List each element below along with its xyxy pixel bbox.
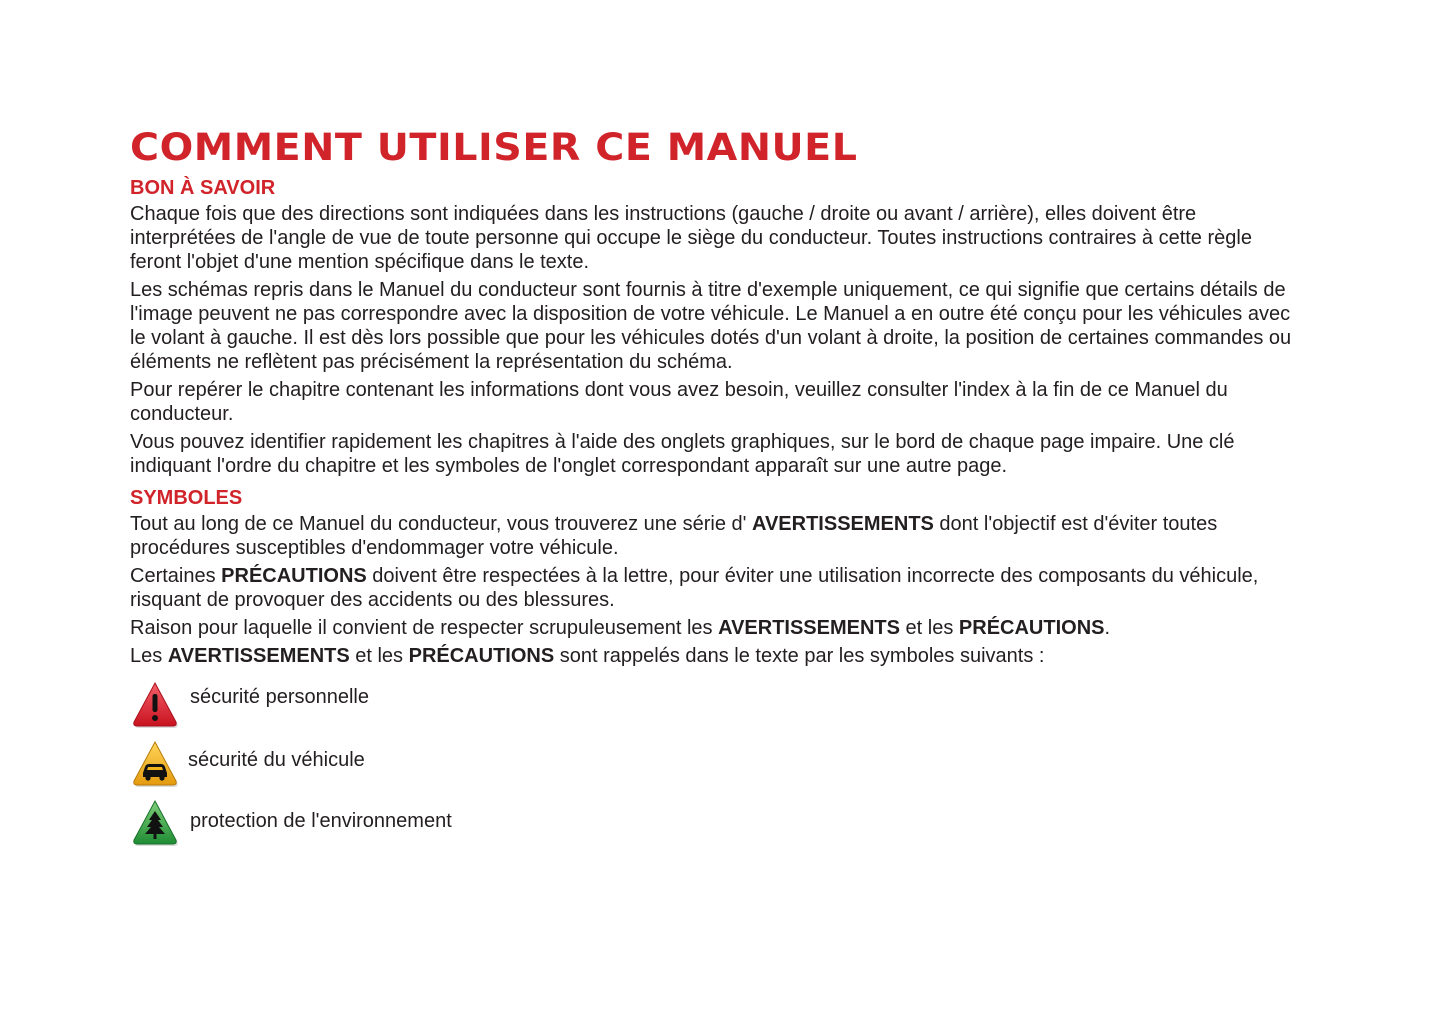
section-heading-symboles: SYMBOLES xyxy=(130,487,243,509)
symbol-item-vehicle-safety xyxy=(130,739,1300,789)
symbol-label-personal-safety: sécurité personnelle xyxy=(190,686,369,708)
paragraph-schemas: Les schémas repris dans le Manuel du conducteur sont fournis à titre d'exemple uniquement, ce qui signifie que certains détails de l'image peuvent ne pas correspondre avec la disposition de votre véhicule. Le Manuel a en outre été conçu pour les véhicules avec le volant à gauche. Il est dès lors possible que pour les véhicules dotés d'un volant à droite, la position de certaines commandes ou éléments ne reflètent pas précisément la représentation du schéma. xyxy=(130,279,1292,373)
bold-term: AVERTISSEMENTS xyxy=(167,645,350,667)
paragraph-index: Pour repérer le chapitre contenant les informations dont vous avez besoin, veuillez consulter l'index à la fin de ce Manuel du conducteur. xyxy=(130,379,1228,425)
page-title: COMMENT UTILISER CE MANUEL xyxy=(130,126,858,169)
environment-protection-icon xyxy=(130,798,180,848)
text-segment: Raison pour laquelle il convient de respecter scrupuleusement les xyxy=(130,617,719,639)
bold-term: PRÉCAUTIONS xyxy=(408,645,555,667)
paragraph-onglets: Vous pouvez identifier rapidement les chapitres à l'aide des onglets graphiques, sur le bord de chaque page impaire. Une clé indiquant l'ordre du chapitre et les symboles de l'onglet correspondant apparaît sur une autre page. xyxy=(130,431,1235,477)
warning-personal-safety-icon xyxy=(130,680,180,730)
text-segment: . xyxy=(1104,617,1111,639)
symbol-item-personal-safety xyxy=(130,680,1300,730)
paragraph-directions: Chaque fois que des directions sont indiquées dans les instructions (gauche / droite ou avant / arrière), elles doivent être interprétées de l'angle de vue de toute personne qui occupe le siège du conducteur. Toutes instructions contraires à cette règle feront l'objet d'une mention spécifique dans le texte. xyxy=(130,203,1252,273)
text-segment: Tout au long de ce Manuel du conducteur, vous trouverez une série d' xyxy=(130,513,752,535)
bold-term: PRÉCAUTIONS xyxy=(221,565,367,587)
text-segment: Certaines xyxy=(130,565,222,587)
paragraph-symbols-intro xyxy=(130,644,1300,668)
manual-page xyxy=(130,128,1300,857)
bold-term: AVERTISSEMENTS xyxy=(718,617,900,639)
symbol-label-vehicle-safety: sécurité du véhicule xyxy=(188,749,365,771)
text-segment: doivent être respectées à la lettre, pour éviter une utilisation incorrecte des composants du véhicule, risquant de provoquer des accidents ou des blessures. xyxy=(130,565,1259,611)
text-segment: sont rappelés dans le texte par les symboles suivants : xyxy=(554,645,1045,667)
vehicle-safety-icon xyxy=(130,739,180,789)
bold-term: AVERTISSEMENTS xyxy=(752,513,934,535)
text-segment: Les xyxy=(130,645,168,667)
text-segment: et les xyxy=(899,617,959,639)
text-segment: et les xyxy=(349,645,409,667)
section-heading-bon-a-savoir: BON À SAVOIR xyxy=(130,177,276,199)
symbol-list xyxy=(130,680,1300,848)
paragraph-avertissements xyxy=(130,512,1300,560)
bold-term: PRÉCAUTIONS xyxy=(958,617,1105,639)
paragraph-respect xyxy=(130,616,1300,640)
paragraph-precautions xyxy=(130,564,1300,612)
symbol-item-environment xyxy=(130,798,1300,848)
symbol-label-environment: protection de l'environnement xyxy=(190,810,452,832)
text-segment: dont l'objectif est d'éviter toutes procédures susceptibles d'endommager votre véhicule. xyxy=(130,513,1218,559)
